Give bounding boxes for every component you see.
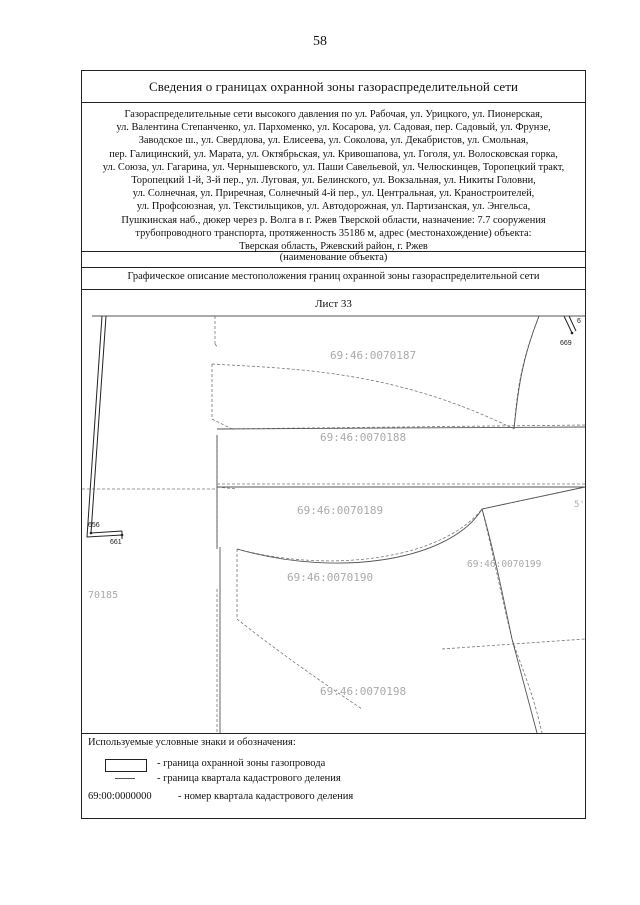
point-label: 661 bbox=[110, 539, 122, 546]
cadastral-map bbox=[82, 289, 585, 733]
protection-zone-boundary bbox=[87, 316, 122, 537]
description-line: Торопецкий 1-й, 3-й пер., ул. Луговая, ул. Белинского, ул. Вокзальная, ул. Никиты Головни, bbox=[131, 175, 536, 187]
legend bbox=[82, 733, 585, 818]
quarter-boundary bbox=[212, 419, 232, 429]
description-line: Пушкинская наб., дюкер через р. Волга в г. Ржев Тверской области, назначение: 7.7 сооружения bbox=[121, 214, 546, 226]
quarter-number: 69:46:0070187 bbox=[330, 349, 417, 362]
page-number: 58 bbox=[313, 34, 327, 49]
object-name-label-row bbox=[82, 251, 585, 268]
parcel-line bbox=[482, 509, 537, 733]
description-line: Тверская область, Ржевский район, г. Ржев bbox=[239, 241, 428, 253]
edge-mark: 5' bbox=[574, 500, 585, 510]
quarter-number: 70185 bbox=[88, 590, 119, 601]
boundary-point bbox=[571, 332, 574, 335]
legend-item-protection-zone: - граница охранной зоны газопровода bbox=[157, 758, 326, 769]
legend-title: Используемые условные знаки и обозначения: bbox=[88, 737, 296, 748]
quarter-labels bbox=[88, 349, 585, 698]
quarter-number: 69:46:0070188 bbox=[320, 431, 407, 444]
parcel-line bbox=[514, 316, 539, 429]
boundary-point bbox=[121, 534, 124, 537]
description-line: ул. Солнечная, ул. Приречная, Солнечный 4-й пер., ул. Центральная, ул. Краностроителей, bbox=[132, 188, 535, 200]
point-label: 6 bbox=[577, 318, 581, 325]
quarter-number: 69:46:0070189 bbox=[297, 504, 384, 517]
description-line: пер. Галицинский, ул. Марата, ул. Октябрьская, ул. Кривошапова, ул. Гоголя, ул. Волосковская горка, bbox=[109, 148, 558, 160]
description-line: Заводское ш., ул. Свердлова, ул. Елисеева, ул. Соколова, ул. Декабристов, ул. Смольная, bbox=[138, 135, 529, 147]
graphic-description-row bbox=[82, 267, 585, 290]
graphic-description-heading: Графическое описание местоположения границ охранной зоны газораспределительной сети bbox=[127, 271, 540, 282]
description-line: ул. Профсоюзная, ул. Текстильщиков, ул. Автодорожная, ул. Партизанская, ул. Энгельса, bbox=[136, 201, 531, 213]
form-title: Сведения о границах охранной зоны газораспределительной сети bbox=[148, 79, 519, 94]
quarter-boundary bbox=[215, 344, 218, 348]
quarter-boundary bbox=[212, 364, 514, 429]
description-line: трубопроводного транспорта, протяженность 35186 м, адрес (местонахождение) объекта: bbox=[135, 227, 532, 239]
boundary-point bbox=[90, 532, 93, 535]
sheet-label: Лист 33 bbox=[315, 298, 352, 310]
quarter-boundaries bbox=[82, 316, 585, 733]
description-line: ул. Валентина Степанченко, ул. Пархоменко, ул. Косарова, ул. Садовая, пер. Садовый, ул. Фрунзе, bbox=[116, 122, 551, 134]
description-line: ул. Союза, ул. Гагарина, ул. Чернышевского, ул. Паши Савельевой, ул. Челюскинцев, Торопецкий тракт, bbox=[102, 161, 565, 173]
object-name-label: (наименование объекта) bbox=[279, 252, 388, 263]
quarter-number-legend-symbol: 69:00:0000000 bbox=[88, 791, 152, 802]
object-description-row bbox=[82, 102, 585, 252]
object-description bbox=[96, 108, 571, 253]
quarter-boundary bbox=[514, 316, 539, 429]
quarter-number: 69:46:0070199 bbox=[467, 559, 542, 570]
map-section bbox=[82, 289, 585, 734]
parcel-lines bbox=[92, 316, 585, 733]
legend-item-quarter-number: - номер квартала кадастрового деления bbox=[178, 791, 354, 802]
parcel-line bbox=[237, 487, 585, 563]
title-row bbox=[82, 71, 585, 103]
protection-zone-boundary bbox=[564, 316, 572, 333]
protection-zone-boundary bbox=[91, 316, 122, 533]
boundary-info-form bbox=[81, 70, 586, 819]
description-line: Газораспределительные сети высокого давления по ул. Рабочая, ул. Урицкого, ул. Пионерская, bbox=[124, 109, 543, 120]
protection-zone-legend-symbol bbox=[105, 759, 147, 772]
quarter-number: 69:46:0070190 bbox=[287, 571, 374, 584]
quarter-number: 69:46:0070198 bbox=[320, 685, 407, 698]
quarter-boundary-legend-symbol bbox=[115, 778, 135, 779]
legend-item-quarter-boundary: - граница квартала кадастрового деления bbox=[157, 773, 341, 784]
point-label: 669 bbox=[560, 340, 572, 347]
point-label: 656 bbox=[88, 522, 100, 529]
